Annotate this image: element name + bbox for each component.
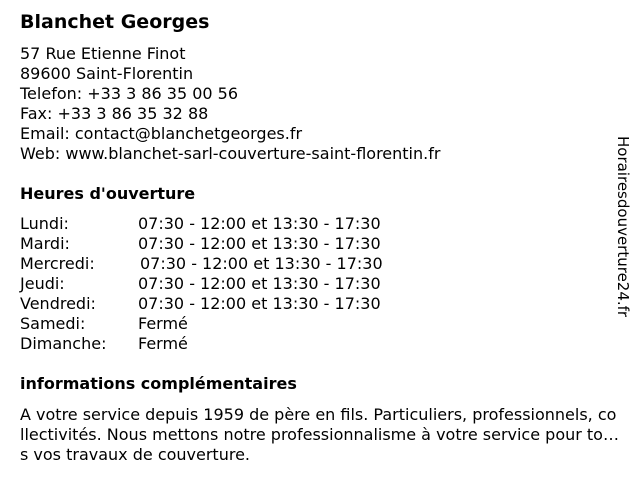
website-link[interactable]: Web: www.blanchet-sarl-couverture-saint-florentin.fr — [20, 144, 441, 163]
hours-row-wednesday — [20, 254, 440, 274]
address-city: 89600 Saint-Florentin — [20, 64, 194, 83]
day-hours: 07:30 - 12:00 et 13:30 - 17:30 — [138, 294, 381, 313]
email-link[interactable]: Email: contact@blanchetgeorges.fr — [20, 124, 303, 143]
hours-row-sunday — [20, 334, 440, 354]
info-description: A votre service depuis 1959 de père en fils. Particuliers, professionnels, collectivités. Nous mettons notre professionnalisme à votre service pour tous vos travaux de couverture. — [20, 405, 617, 464]
hours-row-monday — [20, 214, 440, 234]
day-label: Mercredi: — [20, 254, 95, 273]
day-hours: Fermé — [138, 314, 188, 333]
phone-number[interactable]: Telefon: +33 3 86 35 00 56 — [20, 84, 239, 103]
day-hours: 07:30 - 12:00 et 13:30 - 17:30 — [138, 214, 381, 233]
hours-row-saturday — [20, 314, 440, 334]
day-label: Mardi: — [20, 234, 70, 253]
day-hours: 07:30 - 12:00 et 13:30 - 17:30 — [140, 254, 383, 273]
info-heading: informations complémentaires — [20, 374, 297, 393]
day-label: Dimanche: — [20, 334, 107, 353]
hours-heading: Heures d'ouverture — [20, 184, 196, 203]
address-street: 57 Rue Etienne Finot — [20, 44, 186, 63]
day-hours: 07:30 - 12:00 et 13:30 - 17:30 — [138, 234, 381, 253]
day-label: Lundi: — [20, 214, 69, 233]
day-hours: Fermé — [138, 334, 188, 353]
hours-row-tuesday — [20, 234, 440, 254]
site-watermark: Horairesdouverture24.fr — [614, 136, 632, 318]
day-label: Jeudi: — [20, 274, 65, 293]
hours-row-friday — [20, 294, 440, 314]
day-label: Samedi: — [20, 314, 86, 333]
hours-row-thursday — [20, 274, 440, 294]
fax-number: Fax: +33 3 86 35 32 88 — [20, 104, 209, 123]
hours-table — [20, 214, 440, 354]
day-label: Vendredi: — [20, 294, 96, 313]
day-hours: 07:30 - 12:00 et 13:30 - 17:30 — [138, 274, 381, 293]
contact-block — [20, 44, 440, 164]
business-name: Blanchet Georges — [20, 11, 210, 33]
